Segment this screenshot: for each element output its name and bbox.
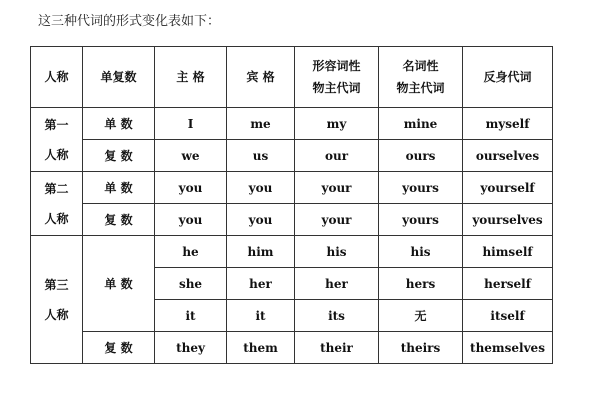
header-objective: 宾 格 [227,47,295,108]
objective-cell: us [227,140,295,172]
subjective-cell: they [155,332,227,364]
table-row [31,140,553,172]
reflexive-cell: yourself [463,172,553,204]
objective-cell: them [227,332,295,364]
nominal-cell: 无 [379,300,463,332]
objective-cell: it [227,300,295,332]
adjectival-cell: your [295,204,379,236]
header-person: 人称 [31,47,83,108]
number-cell: 复 数 [83,332,155,364]
adjectival-cell: his [295,236,379,268]
adjectival-cell: our [295,140,379,172]
subjective-cell: we [155,140,227,172]
reflexive-cell: ourselves [463,140,553,172]
reflexive-cell: himself [463,236,553,268]
group-label-line2: 人称 [44,307,69,322]
pronoun-table [30,46,553,364]
header-nominal-possessive [379,47,463,108]
objective-cell: you [227,204,295,236]
reflexive-cell: myself [463,108,553,140]
subjective-cell: I [155,108,227,140]
subjective-cell: you [155,172,227,204]
reflexive-cell: herself [463,268,553,300]
group-label-line1: 第三 [44,277,69,292]
table-row [31,332,553,364]
nominal-cell: yours [379,204,463,236]
number-cell: 复 数 [83,140,155,172]
group-third-person [31,236,83,364]
adjectival-cell: your [295,172,379,204]
header-row [31,47,553,108]
number-cell: 单 数 [83,172,155,204]
number-cell: 单 数 [83,108,155,140]
adjectival-cell: its [295,300,379,332]
subjective-cell: she [155,268,227,300]
nominal-cell: theirs [379,332,463,364]
reflexive-cell: itself [463,300,553,332]
group-label-line1: 第一 [44,117,69,132]
header-nominal-line2: 物主代词 [396,81,445,95]
nominal-cell: mine [379,108,463,140]
header-subjective: 主 格 [155,47,227,108]
table-row [31,204,553,236]
adjectival-cell: their [295,332,379,364]
number-cell: 单 数 [83,236,155,332]
reflexive-cell: themselves [463,332,553,364]
subjective-cell: it [155,300,227,332]
group-label-line1: 第二 [44,181,69,196]
header-adjectival-line2: 物主代词 [312,81,361,95]
number-cell: 复 数 [83,204,155,236]
adjectival-cell: my [295,108,379,140]
adjectival-cell: her [295,268,379,300]
group-second-person [31,172,83,236]
header-reflexive: 反身代词 [463,47,553,108]
header-nominal-line1: 名词性 [402,59,439,73]
header-number: 单复数 [83,47,155,108]
reflexive-cell: yourselves [463,204,553,236]
table-row [31,108,553,140]
objective-cell: her [227,268,295,300]
nominal-cell: his [379,236,463,268]
group-label-line2: 人称 [44,211,69,226]
objective-cell: me [227,108,295,140]
header-adjectival-possessive [295,47,379,108]
nominal-cell: ours [379,140,463,172]
group-label-line2: 人称 [44,147,69,162]
header-adjectival-line1: 形容词性 [312,59,361,73]
objective-cell: him [227,236,295,268]
subjective-cell: you [155,204,227,236]
objective-cell: you [227,172,295,204]
nominal-cell: hers [379,268,463,300]
subjective-cell: he [155,236,227,268]
table-row [31,172,553,204]
table-row [31,236,553,268]
table-caption: 这三种代词的形式变化表如下： [38,14,221,29]
group-first-person [31,108,83,172]
nominal-cell: yours [379,172,463,204]
